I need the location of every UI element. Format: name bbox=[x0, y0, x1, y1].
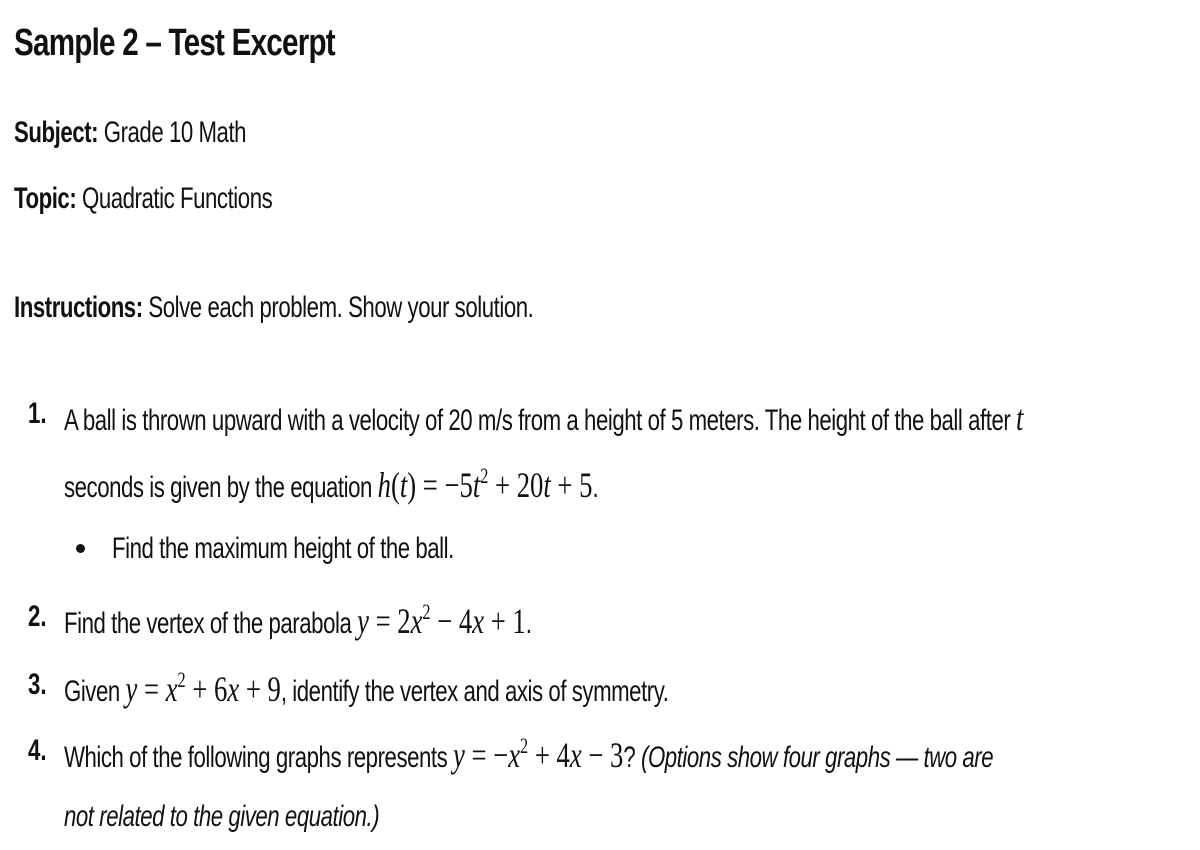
question-number: 3. bbox=[28, 668, 47, 701]
question-3-text: Given bbox=[64, 675, 120, 708]
question-2-text: Find the vertex of the parabola bbox=[64, 607, 352, 640]
math-variable: t bbox=[1016, 398, 1024, 438]
question-mark: ? bbox=[623, 741, 636, 774]
question-4-note: (Options show four graphs — two are bbox=[641, 741, 994, 774]
equation-height: $h(t) = -5t^2 + 20t + 5$ bbox=[377, 463, 593, 505]
bullet-marker bbox=[76, 544, 85, 553]
question-1-text-2: seconds is given by the equation bbox=[64, 471, 372, 504]
question-number: 1. bbox=[28, 397, 47, 430]
question-number: 2. bbox=[28, 600, 47, 633]
question-4-line-1 bbox=[64, 734, 993, 776]
page-title: Sample 2 – Test Excerpt bbox=[14, 22, 335, 64]
question-3-text-end: , identify the vertex and axis of symmetry. bbox=[280, 675, 669, 708]
instructions-label: Instructions: bbox=[14, 291, 143, 324]
question-1-subitem: Find the maximum height of the ball. bbox=[112, 532, 454, 565]
topic-line bbox=[14, 182, 272, 216]
question-number: 4. bbox=[28, 734, 47, 767]
topic-label: Topic: bbox=[14, 182, 77, 215]
subject-value: Grade 10 Math bbox=[103, 116, 247, 149]
question-4-text: Which of the following graphs represents bbox=[64, 741, 448, 774]
question-1-text: A ball is thrown upward with a velocity of 20 m/s from a height of 5 meters. The height of the ball after bbox=[64, 404, 1011, 437]
question-1-line-2: seconds is given by the equation $h(t) = -5t^2 + 20t + 5$. bbox=[64, 463, 599, 505]
topic-value: Quadratic Functions bbox=[82, 182, 273, 215]
question-3-line bbox=[64, 668, 668, 710]
subject-label: Subject: bbox=[14, 116, 99, 149]
instructions-line bbox=[14, 291, 533, 325]
question-1-line-1 bbox=[64, 397, 1023, 439]
instructions-value: Solve each problem. Show your solution. bbox=[148, 291, 534, 324]
equation-parabola: $y = 2x^2 - 4x + 1$ bbox=[357, 599, 526, 641]
question-4-line-2: not related to the given equation.) bbox=[64, 800, 380, 833]
equation-graph: $y = -x^2 + 4x - 3$ bbox=[453, 733, 624, 775]
subject-line bbox=[14, 116, 246, 150]
equation-quadratic: $y = x^2 + 6x + 9$ bbox=[125, 667, 281, 709]
question-2-line: Find the vertex of the parabola $y = 2x^2 - 4x + 1$. bbox=[64, 599, 532, 641]
